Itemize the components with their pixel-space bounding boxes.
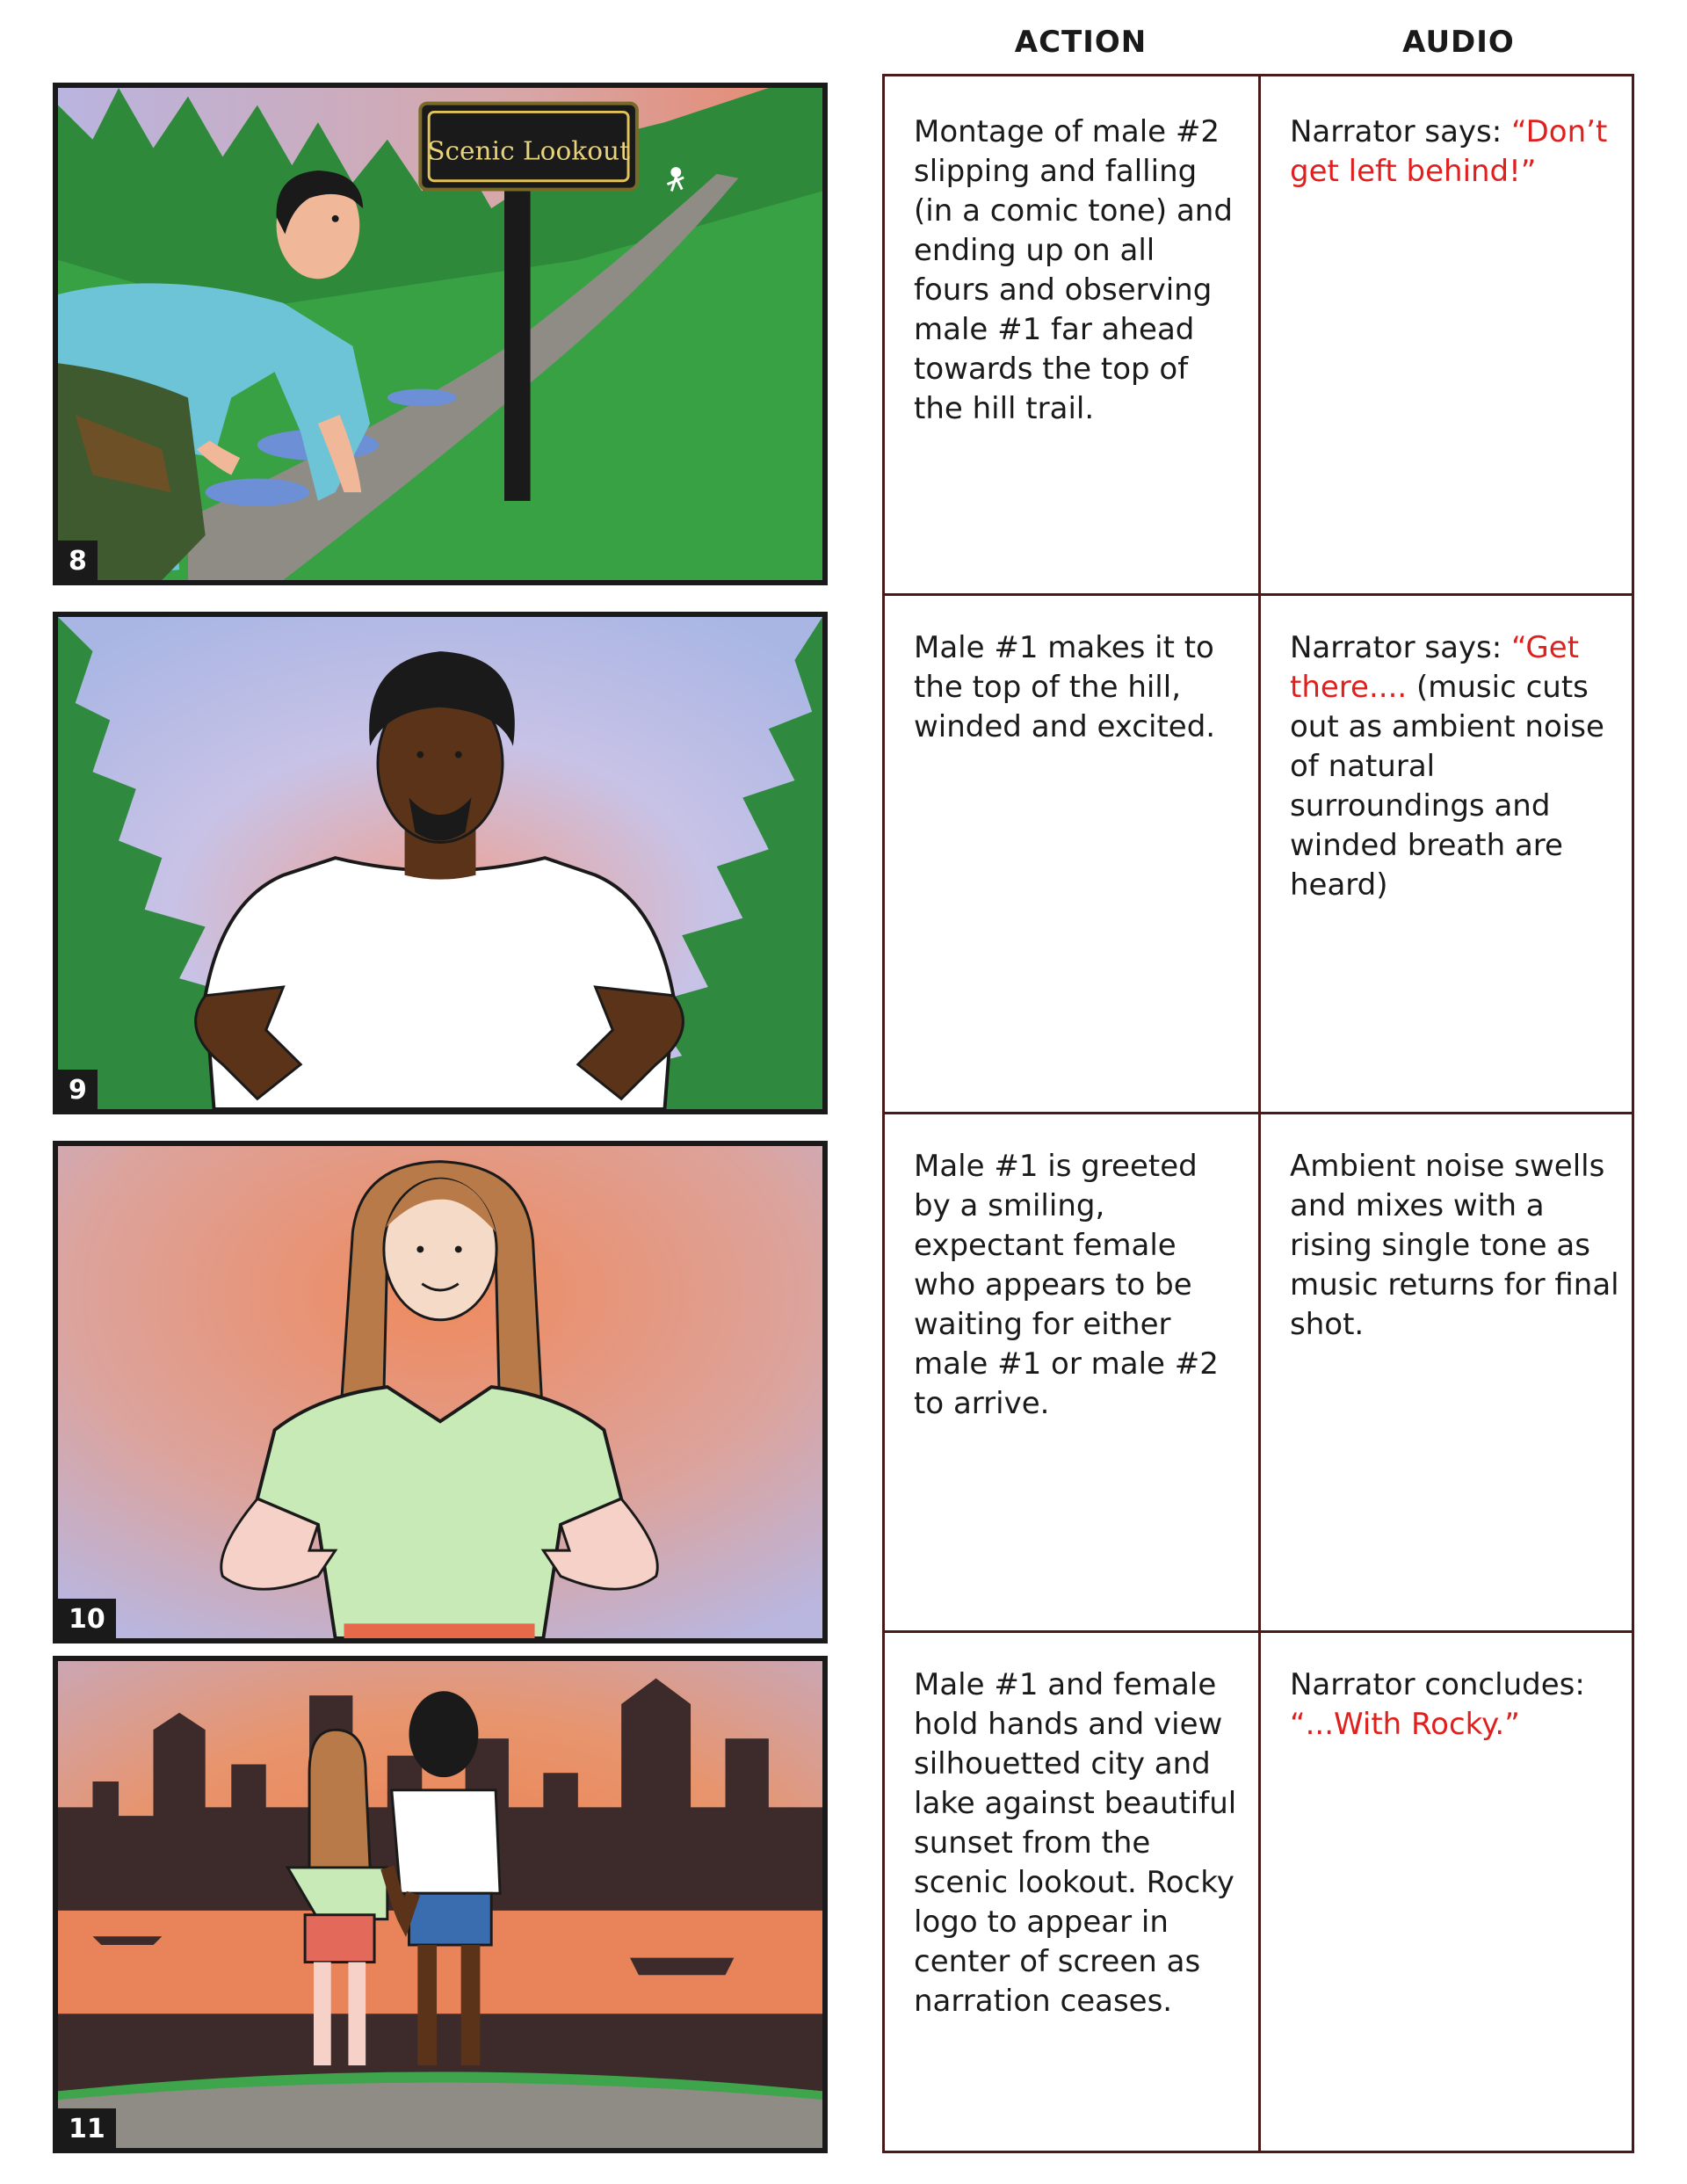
audio-text: Ambient noise swells and mixes with a rising single tone as music returns for final shot.: [1290, 1149, 1619, 1342]
audio-text: Narrator says:: [1290, 630, 1512, 665]
panel-9-illustration: [58, 617, 822, 1109]
action-cell-8: Montage of male #2 slipping and falling (in a comic tone) and ending up on all fours and observing male #1 far ahead towards the top of the hill trail.: [914, 114, 1233, 426]
panel-8-illustration: [58, 88, 822, 580]
audio-cell-9: [1290, 628, 1619, 905]
panel-number-11: 11: [58, 2108, 116, 2148]
audio-quote: “Get there....: [1290, 630, 1580, 705]
storyboard-panel-10: [53, 1141, 828, 1643]
audio-quote: “Don’t get left behind!”: [1290, 114, 1608, 189]
audio-cell-8: [1290, 112, 1619, 192]
panel-11-illustration: [58, 1661, 822, 2148]
audio-cell-11: [1290, 1665, 1619, 1745]
panel-10-illustration: [58, 1146, 822, 1638]
audio-text-end: (music cuts out as ambient noise of natural surroundings and winded breath are heard): [1290, 670, 1604, 903]
scenic-lookout-sign-text: Scenic Lookout: [427, 135, 630, 166]
action-cell-10: Male #1 is greeted by a smiling, expectant female who appears to be waiting for either male #1 or male #2 to arrive.: [914, 1149, 1219, 1421]
audio-column-header: AUDIO: [1402, 25, 1515, 60]
table-row-divider-3: [882, 1630, 1634, 1633]
panel-number-10: 10: [58, 1599, 116, 1638]
audio-quote: “...With Rocky.”: [1290, 1707, 1520, 1742]
table-row-divider-1: [882, 593, 1634, 596]
action-column-header: ACTION: [1014, 25, 1148, 60]
action-cell-9: Male #1 makes it to the top of the hill, winded and excited.: [914, 630, 1216, 744]
audio-text: Narrator says:: [1290, 114, 1512, 149]
storyboard-panel-8: [53, 83, 828, 585]
panel-number-8: 8: [58, 541, 98, 580]
audio-text: Narrator concludes:: [1290, 1667, 1585, 1702]
storyboard-panel-9: [53, 612, 828, 1114]
storyboard-panel-11: [53, 1656, 828, 2153]
audio-cell-10: [1290, 1147, 1619, 1345]
panel-number-9: 9: [58, 1070, 98, 1109]
table-row-divider-2: [882, 1112, 1634, 1114]
action-cell-11: Male #1 and female hold hands and view silhouetted city and lake against beautiful sunset from the scenic lookout. Rocky logo to appear in center of screen as narration ceases.: [914, 1667, 1237, 2019]
